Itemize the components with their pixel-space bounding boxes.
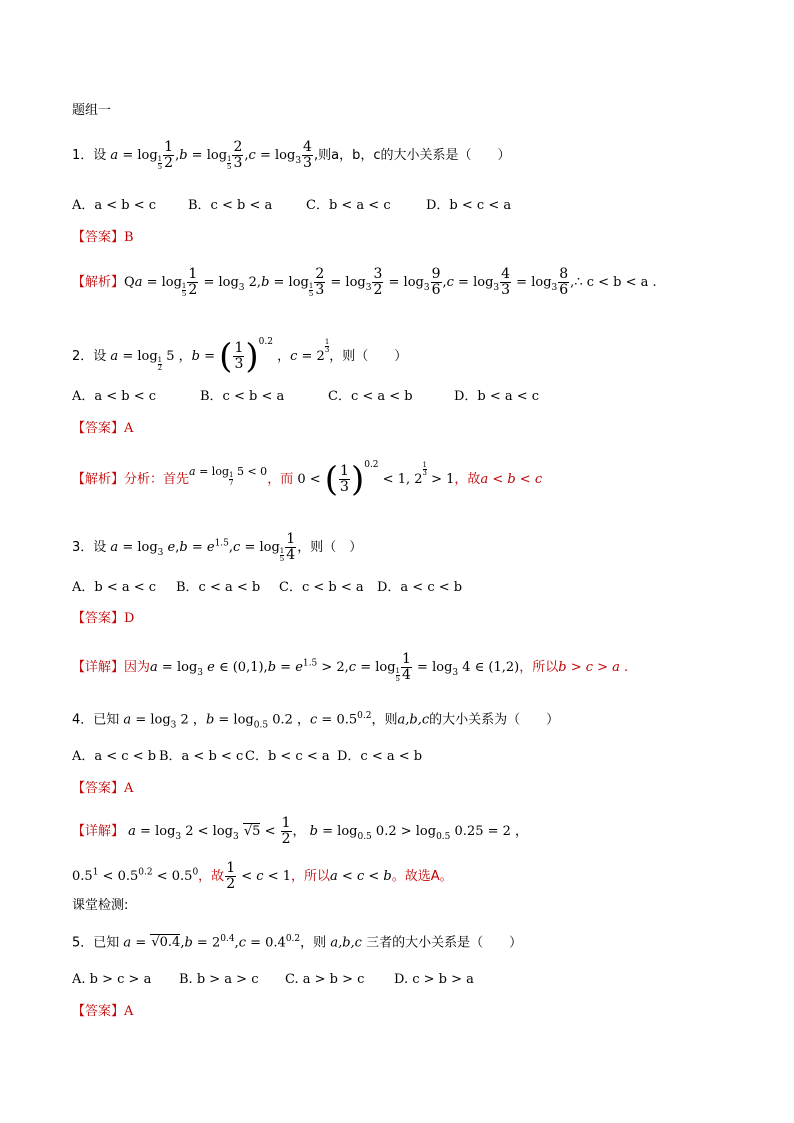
question-4-options xyxy=(72,750,422,763)
question-3-options xyxy=(72,581,462,594)
answer-tag: 【答案】 xyxy=(72,611,125,626)
q5-option-a: A. b > c > a xyxy=(72,972,152,987)
question-2-tail: ，则（ ） xyxy=(329,349,408,364)
q3-detail-lead: 因为 xyxy=(124,660,151,675)
q1-option-b: B．c < b < a xyxy=(188,198,273,213)
section-heading-check: 课堂检测: xyxy=(72,898,129,913)
q4-detail-line2: $0.5^1 < 0.5^{0.2} < 0.5^0$，故 $\frac{1}{2}$ < c < 1，所以a < c < b。故选A。 xyxy=(72,860,453,892)
question-5-options xyxy=(72,973,474,986)
answer-tag: 【答案】 xyxy=(72,230,125,245)
question-5: 5．已知 $a = √0.4,b = 2^{0.4},c = 0.4^{0.2}$，则 a,b,c 三者的大小关系是（ ） xyxy=(72,934,523,951)
question-3: 3．设 $a = \log_3 e,b = e^{1.5},c = \log$ $\frac{1}{5}$ $\frac{1}{4}$ ，则（ ） xyxy=(72,531,363,563)
question-1: 1．设 a = log $\frac{1}{5}$ $\frac{1}{2}$ ,b = log $\frac{1}{5}$ $\frac{2}{3}$ $,c = \log_3$ $\frac{4}{3}$ ,则a，b，c的大小关系是（ ） xyxy=(72,139,511,171)
q3-detail-result: b > c > a . xyxy=(558,660,629,675)
q3-answer xyxy=(72,612,134,625)
q2-answer xyxy=(72,422,133,435)
q2-option-b: B．c < b < a xyxy=(200,389,285,404)
analysis-tag: 【解析】 xyxy=(72,275,125,290)
q4-detail-line1: 【详解】 $a = \log_3 2 < \log_3 √5$ < $\frac{1}{2}$ ， $b = \log_{0.5} 0.2 > \log_{0.5} 0.25 = 2$ ， xyxy=(72,815,529,847)
q5-option-b: B. b > a > c xyxy=(179,972,259,987)
q2-analysis-lead: 分析：首先 xyxy=(124,472,190,487)
q2-analysis-tail: ，故 xyxy=(454,472,481,487)
q2-analysis: 【解析】分析：首先$^{a = log \frac{1}{7} 5 < 0}$，而 0 < ( $\frac{1}{3}$ )$^{0.2}$ < 1, 2 $^{\frac{1}{3}}$ > 1，故a < b < c xyxy=(72,459,543,500)
answer-tag: 【答案】 xyxy=(72,1004,125,1019)
q4-option-b: B．a < b < c xyxy=(159,749,244,764)
question-2: 2．设 a = log $\frac{1}{2}$ 5 ，b = ( $\frac{1}{3}$ )$^{0.2}$ ，c = 2 $^{\frac{1}{3}}$ ，则（ ） xyxy=(72,336,408,377)
question-4-tail2: 的大小关系为（ ） xyxy=(429,712,560,728)
question-1-number: 1．设 xyxy=(72,148,107,163)
q4-answer xyxy=(72,782,133,795)
q3-answer-value: D xyxy=(124,611,135,626)
q2-analysis-result: a < b < c xyxy=(480,472,543,487)
detail-tag: 【详解】 xyxy=(72,660,125,675)
q1-answer xyxy=(72,231,134,244)
question-1-options xyxy=(72,199,511,212)
q4-detail-end2: ，所以 xyxy=(291,869,331,884)
q4-option-c: C．b < c < a xyxy=(245,749,330,764)
question-2-number: 2．设 xyxy=(72,349,107,364)
q1-option-c: C．b < a < c xyxy=(306,198,391,213)
q2-option-a: A．a < b < c xyxy=(72,389,157,404)
q3-option-b: B．c < a < b xyxy=(176,580,261,595)
question-4: 4．已知 $a = \log_3 2$ ，$b = \log_{0.5} 0.2$ ，$c = 0.5^{0.2}$，则a,b,c的大小关系为（ ） xyxy=(72,711,560,731)
q2-analysis-mid: ，而 xyxy=(267,472,294,487)
q4-detail-end3: 。故选A。 xyxy=(391,869,453,884)
q2-answer-value: A xyxy=(124,421,134,436)
q2-option-c: C．c < a < b xyxy=(328,389,413,404)
q1-analysis: 【解析】Qa = log $\frac{1}{5}$ $\frac{1}{2}$ = $\log_3 2,b = \log$ $\frac{1}{5}$ $\frac{2}{3}$ = $\log_3$ $\frac{3}{2}$ = $\log_3$ $\frac{9}{6}$ $,c = \log_3$ $\frac{4}{3}$ = $\log_3$ $\frac{8}{6}$ ,∴ c < b < a . xyxy=(72,266,657,298)
question-4-tail: ，则 xyxy=(371,712,398,728)
q1-answer-value: B xyxy=(124,230,134,245)
q4-detail-end1: ，故 xyxy=(198,869,225,884)
q5-answer-value: A xyxy=(124,1004,134,1019)
q5-answer xyxy=(72,1005,133,1018)
q3-option-a: A．b < a < c xyxy=(72,580,157,595)
question-5-number: 5．已知 xyxy=(72,935,120,951)
q1-option-a: A．a < b < c xyxy=(72,198,157,213)
q4-answer-value: A xyxy=(124,781,134,796)
q3-option-c: C．c < b < a xyxy=(279,580,364,595)
question-5-tail2: 三者的大小关系是（ ） xyxy=(366,935,523,951)
q3-detail: 【详解】因为$a = \log_3 e$ ∈ $(0,1),b = e^{1.5} > 2,c = \log$ $\frac{1}{5}$ $\frac{1}{4}$ = $\log_3 4$ ∈ (1,2)，所以b > c > a . xyxy=(72,651,629,683)
answer-tag: 【答案】 xyxy=(72,781,125,796)
question-3-tail: ，则（ ） xyxy=(297,540,363,555)
question-1-tail: ,则a，b，c的大小关系是（ ） xyxy=(313,148,511,163)
q1-option-d: D．b < c < a xyxy=(426,198,512,213)
q2-option-d: D．b < a < c xyxy=(454,389,540,404)
question-4-number: 4．已知 xyxy=(72,712,120,728)
detail-tag: 【详解】 xyxy=(72,824,125,839)
q5-option-d: D. c > b > a xyxy=(394,972,474,987)
question-5-tail: ，则 xyxy=(300,935,327,951)
q4-option-d: D．c < a < b xyxy=(337,749,423,764)
q3-detail-tail: ，所以 xyxy=(519,660,559,675)
question-3-number: 3．设 xyxy=(72,540,107,555)
q5-option-c: C. a > b > c xyxy=(285,972,365,987)
q4-option-a: A．a < c < b xyxy=(72,749,157,764)
section-heading-group1: 题组一 xyxy=(72,103,112,118)
q3-option-d: D．a < c < b xyxy=(377,580,463,595)
q1-analysis-end: ∴ c < b < a . xyxy=(574,275,657,290)
question-2-options xyxy=(72,390,539,403)
answer-tag: 【答案】 xyxy=(72,421,125,436)
analysis-tag: 【解析】 xyxy=(72,472,125,487)
